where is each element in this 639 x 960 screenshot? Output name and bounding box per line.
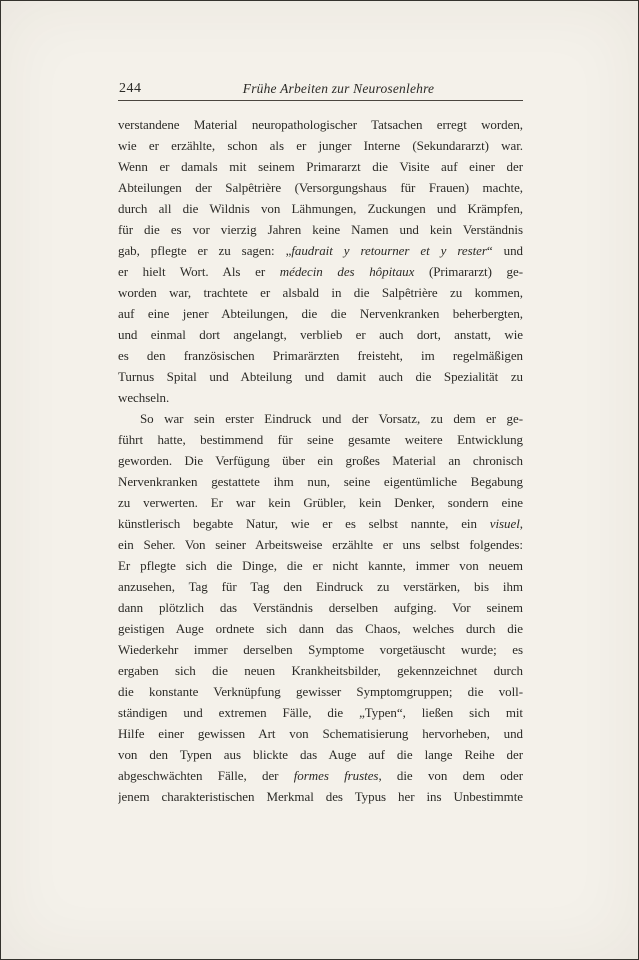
text-line: [118, 429, 523, 450]
text-segment: wechseln.: [118, 390, 170, 405]
text-line: [118, 555, 523, 576]
body-text: [118, 114, 523, 807]
text-segment: Nervenkranken gestattete ihm nun, seine eigentümliche Begabung: [118, 474, 523, 489]
text-line: [118, 303, 523, 324]
text-segment: von den Typen aus blickte das Auge auf die lange Reihe der: [118, 747, 523, 762]
text-line: [118, 681, 523, 702]
text-line: [118, 702, 523, 723]
text-segment: (Primararzt) ge-: [414, 264, 523, 279]
text-line: [118, 156, 523, 177]
text-line: [118, 450, 523, 471]
text-line: [118, 660, 523, 681]
text-segment: abgeschwächten Fälle, der: [118, 768, 294, 783]
italic-text-segment: visuel: [489, 516, 520, 531]
text-segment: wie er erzählte, schon als er junger Interne (Sekundararzt) war.: [118, 138, 523, 153]
text-segment: für die es vor vierzig Jahren keine Namen und kein Verständnis: [118, 222, 523, 237]
text-column: [118, 81, 523, 807]
text-line: [118, 240, 523, 261]
text-segment: Wiederkehr immer derselben Symptome vorgetäuscht wurde; es: [118, 642, 523, 657]
text-segment: führt hatte, bestimmend für seine gesamte weitere Entwicklung: [118, 432, 523, 447]
text-line: [118, 534, 523, 555]
text-line: [118, 177, 523, 198]
text-segment: “ und: [486, 243, 523, 258]
text-line: [118, 618, 523, 639]
text-segment: geistigen Auge ordnete sich dann das Chaos, welches durch die: [118, 621, 523, 636]
text-segment: ,: [519, 516, 523, 531]
text-segment: dann plötzlich das Verständnis derselben aufging. Vor seinem: [118, 600, 523, 615]
text-segment: geworden. Die Verfügung über ein großes Material an chronisch: [118, 453, 523, 468]
text-segment: ergaben sich die neuen Krankheitsbilder, gekennzeichnet durch: [118, 663, 523, 678]
text-line: [118, 513, 523, 534]
text-segment: Hilfe einer gewissen Art von Schematisierung hervorheben, und: [118, 726, 523, 741]
page-header: [118, 81, 523, 101]
text-segment: anzusehen, Tag für Tag den Eindruck zu verstärken, bis ihm: [118, 579, 523, 594]
text-line: [118, 639, 523, 660]
text-segment: jenem charakteristischen Merkmal des Typus her ins Unbestimmte: [118, 789, 523, 804]
text-segment: die konstante Verknüpfung gewisser Symptomgruppen; die voll-: [118, 684, 523, 699]
text-line: [118, 492, 523, 513]
italic-text-segment: médecin des hôpitaux: [279, 264, 415, 279]
page-number: 244: [119, 81, 142, 96]
text-segment: , die von dem oder: [378, 768, 523, 783]
text-line: [118, 471, 523, 492]
text-segment: verstandene Material neuropathologischer Tatsachen erregt worden,: [118, 117, 523, 132]
text-segment: auf eine jener Abteilungen, die die Nervenkranken beherbergten,: [118, 306, 523, 321]
text-line: [118, 198, 523, 219]
text-segment: Turnus Spital und Abteilung und damit auch die Spezialität zu: [118, 369, 523, 384]
text-segment: gab, pflegte er zu sagen: „: [118, 243, 292, 258]
text-line: [118, 408, 523, 429]
text-line: [118, 744, 523, 765]
text-line: [118, 723, 523, 744]
text-line: [118, 135, 523, 156]
text-segment: Wenn er damals mit seinem Primararzt die Visite auf einer der: [118, 159, 523, 174]
text-segment: Abteilungen der Salpêtrière (Versorgungshaus für Frauen) machte,: [118, 180, 523, 195]
text-line: [118, 261, 523, 282]
text-segment: und einmal dort angelangt, verblieb er auch dort, anstatt, wie: [118, 327, 523, 342]
italic-text-segment: faudrait y retourner et y rester: [291, 243, 487, 258]
text-line: [118, 786, 523, 807]
text-line: [118, 765, 523, 786]
text-line: [118, 219, 523, 240]
italic-text-segment: formes frustes: [293, 768, 379, 783]
text-line: [118, 345, 523, 366]
text-line: [118, 387, 523, 408]
text-segment: ständigen und extremen Fälle, die „Typen“, ließen sich mit: [118, 705, 523, 720]
text-segment: Er pflegte sich die Dinge, die er nicht kannte, immer von neuem: [118, 558, 523, 573]
running-header-title: Frühe Arbeiten zur Neurosenlehre: [242, 81, 435, 96]
text-segment: ein Seher. Von seiner Arbeitsweise erzählte er uns selbst folgendes:: [118, 537, 523, 552]
text-segment: durch all die Wildnis von Lähmungen, Zuckungen und Krämpfen,: [118, 201, 523, 216]
text-segment: worden war, trachtete er alsbald in die Salpêtrière zu kommen,: [118, 285, 523, 300]
text-segment: künstlerisch begabte Natur, wie er es selbst nannte, ein: [118, 516, 490, 531]
text-segment: So war sein erster Eindruck und der Vorsatz, zu dem er ge-: [140, 411, 523, 426]
text-line: [118, 366, 523, 387]
text-line: [118, 282, 523, 303]
text-segment: er hielt Wort. Als er: [118, 264, 280, 279]
text-line: [118, 576, 523, 597]
text-line: [118, 597, 523, 618]
text-segment: zu verwerten. Er war kein Grübler, kein Denker, sondern eine: [118, 495, 523, 510]
text-line: [118, 324, 523, 345]
text-segment: es den französischen Primarärzten freisteht, im regelmäßigen: [118, 348, 523, 363]
text-line: [118, 114, 523, 135]
